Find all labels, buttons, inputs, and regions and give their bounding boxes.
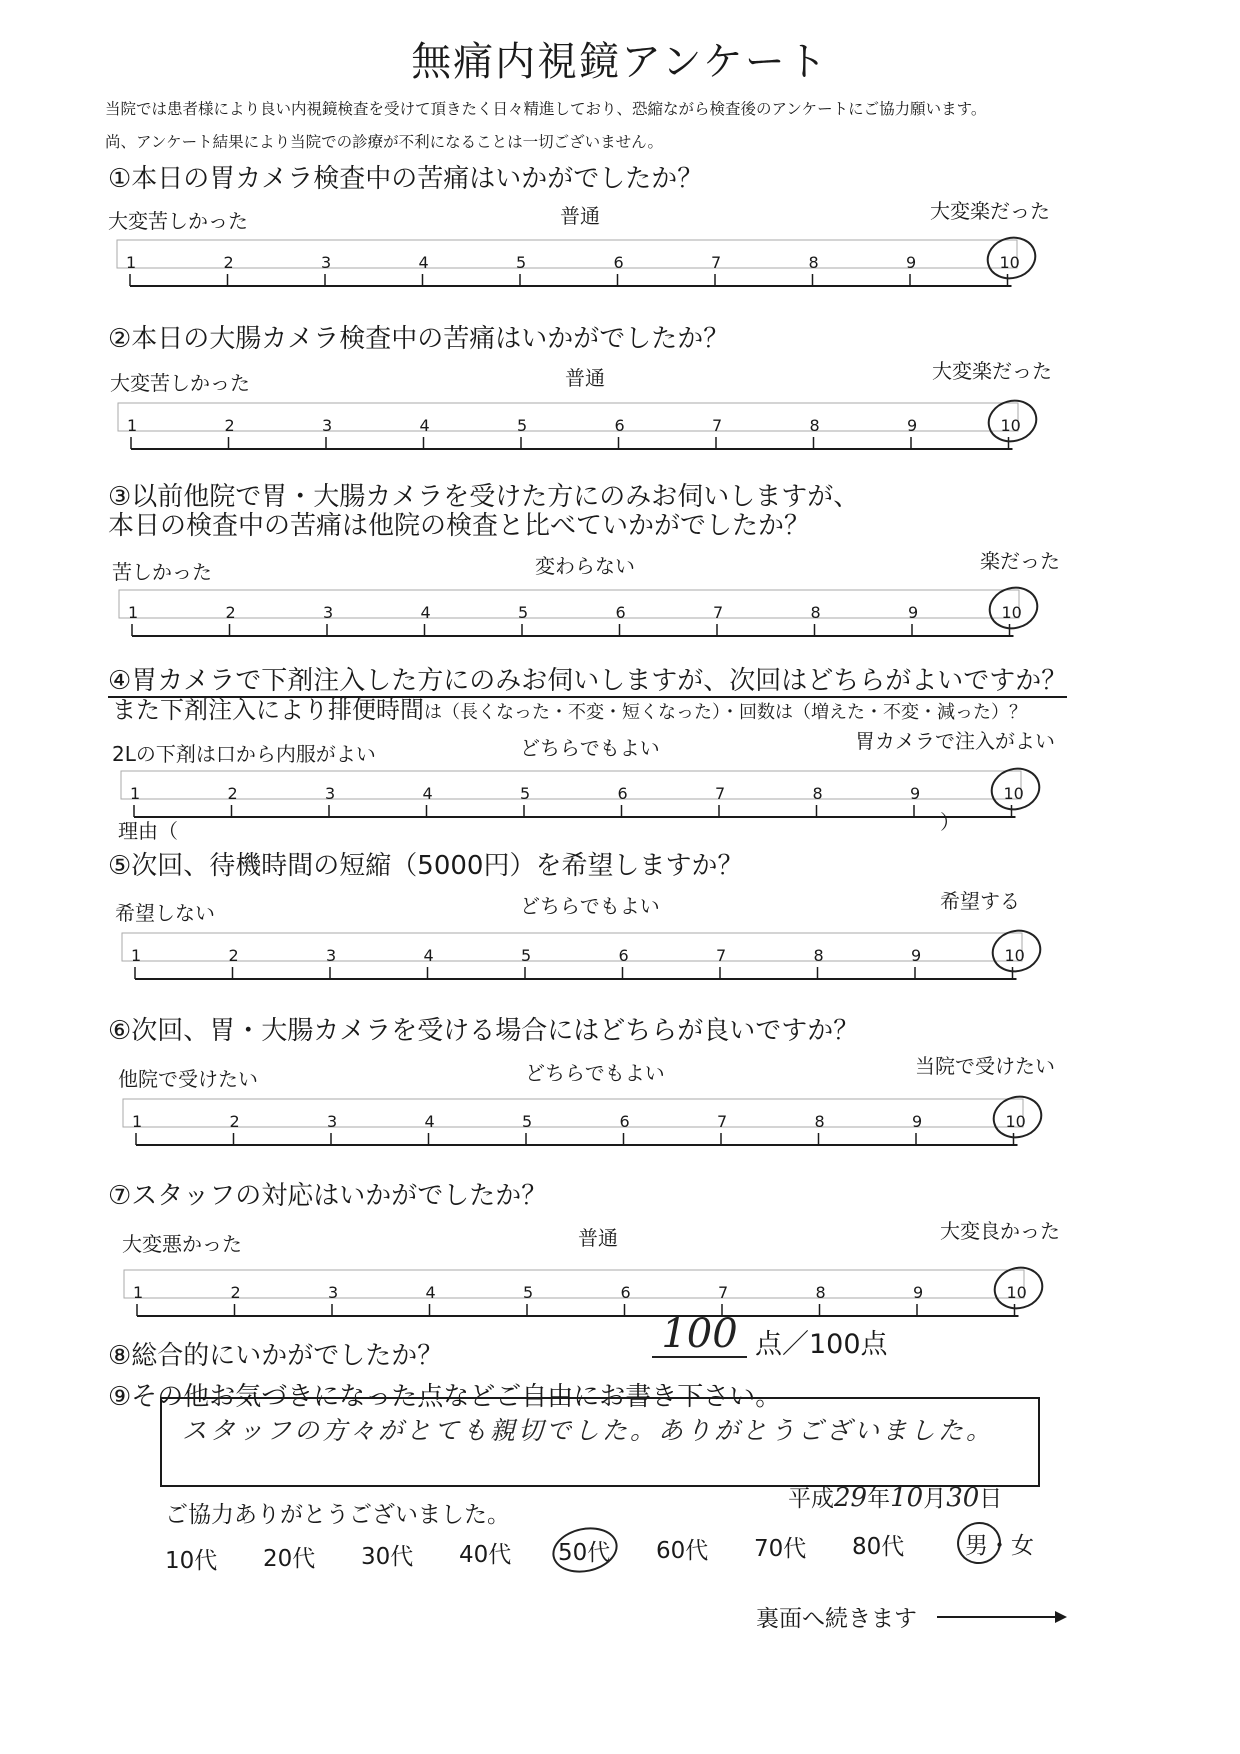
question-1-middle-anchor: 普通	[560, 204, 600, 228]
scale-label-7[interactable]: 7	[718, 1283, 729, 1302]
scale-label-6[interactable]: 6	[618, 946, 629, 965]
survey-title: 無痛内視鏡アンケート	[411, 39, 829, 85]
scale-label-7[interactable]: 7	[714, 784, 725, 803]
question-7-left-anchor: 大変悪かった	[122, 1232, 242, 1256]
question-3-right-anchor: 楽だった	[980, 549, 1060, 573]
date-month-label: 月	[923, 1486, 947, 1512]
question-8-title: ⑧総合的にいかがでしたか？	[108, 1341, 444, 1371]
question-5-right-anchor: 希望する	[940, 889, 1020, 913]
scale-label-9[interactable]: 9	[906, 253, 917, 272]
date-year: 29	[834, 1483, 868, 1513]
scale-label-4[interactable]: 4	[424, 1112, 435, 1131]
scale-label-2[interactable]: 2	[229, 1112, 240, 1131]
comment-text: スタッフの方々がとても親切でした。ありがとうございました。	[182, 1416, 995, 1445]
intro-line-1: 当院では患者様により良い内視鏡検査を受けて頂きたく日々精進しており、恐縮ながら検査後のアンケートにご協力願います。	[105, 100, 987, 118]
gender-male[interactable]: 男	[965, 1533, 988, 1559]
scale-label-9[interactable]: 9	[912, 1112, 923, 1131]
scale-label-8[interactable]: 8	[808, 253, 819, 272]
scale-label-5[interactable]: 5	[522, 1112, 533, 1131]
continue-note: 裏面へ続きます	[756, 1606, 917, 1632]
scale-label-2[interactable]: 2	[225, 603, 237, 622]
question-3-middle-anchor: 変わらない	[535, 554, 635, 578]
date-year-label: 年	[867, 1486, 891, 1512]
scale-label-1[interactable]: 1	[126, 253, 137, 272]
question-4-subtitle-b: は（長くなった・不変・短くなった）・回数	[424, 702, 775, 723]
scale-frame	[123, 1099, 1023, 1127]
scale-label-8[interactable]: 8	[813, 946, 824, 965]
scale-label-7[interactable]: 7	[717, 1112, 728, 1131]
scale-label-9[interactable]: 9	[907, 416, 918, 435]
question-3-left-anchor: 苦しかった	[112, 560, 212, 584]
question-4-title-text: ④胃カメラで下剤注入した方にのみお伺いしますが、次回はどちらがよいですか？	[108, 666, 1068, 696]
scale-frame	[119, 590, 1019, 618]
scale-frame	[117, 240, 1017, 268]
question-6-right-anchor: 当院で受けたい	[915, 1054, 1055, 1078]
comment-box[interactable]	[160, 1397, 1040, 1487]
scale-label-5[interactable]: 5	[517, 416, 528, 435]
age-selection-circle	[548, 1522, 622, 1579]
question-3-title-2: 本日の検査中の苦痛は他院の検査と比べていかがでしたか？	[108, 511, 811, 541]
scale-label-3[interactable]: 3	[321, 253, 332, 272]
thanks-message: ご協力ありがとうございました。	[165, 1502, 510, 1528]
continue-arrow-icon	[935, 1605, 1070, 1629]
question-4-reason-close: ）	[940, 810, 960, 834]
scale-label-6[interactable]: 6	[619, 1112, 630, 1131]
question-7-right-anchor: 大変良かった	[940, 1219, 1060, 1243]
rating-scale-svg[interactable]	[115, 234, 1055, 296]
scale-frame	[122, 933, 1022, 961]
question-2-title: ②本日の大腸カメラ検査中の苦痛はいかがでしたか？	[108, 324, 730, 354]
scale-label-5[interactable]: 5	[523, 1283, 534, 1302]
question-1-title: ①本日の胃カメラ検査中の苦痛はいかがでしたか？	[108, 164, 704, 194]
scale-label-8[interactable]: 8	[812, 784, 823, 803]
question-9-title: ⑨その他お気づきになった点などご自由にお書き下さい。	[108, 1382, 782, 1412]
question-7-middle-anchor: 普通	[578, 1226, 618, 1250]
date-field[interactable]	[788, 1480, 1002, 1513]
scale-label-2[interactable]: 2	[228, 946, 239, 965]
scale-label-1[interactable]: 1	[127, 416, 138, 435]
question-4-subtitle-a: また下剤注入により排便時間	[112, 696, 424, 724]
scale-label-5[interactable]: 5	[518, 603, 529, 622]
intro-line-2: 尚、アンケート結果により当院での診療が不利になることは一切ございません。	[105, 133, 664, 151]
question-7-title: ⑦スタッフの対応はいかがでしたか？	[108, 1181, 548, 1211]
question-3-title: ③以前他院で胃・大腸カメラを受けた方にのみお伺いしますが、	[108, 482, 860, 512]
scale-label-8[interactable]: 8	[810, 603, 822, 622]
question-4-subtitle	[112, 690, 1027, 725]
date-era: 平成	[788, 1486, 834, 1512]
scale-label-7[interactable]: 7	[711, 253, 722, 272]
question-1-right-anchor: 大変楽だった	[930, 199, 1050, 223]
scale-label-3[interactable]: 3	[325, 946, 336, 965]
scale-label-1[interactable]: 1	[132, 1112, 143, 1131]
age-option-10s[interactable]: 10代	[165, 1548, 218, 1574]
scale-label-4[interactable]: 4	[425, 1283, 436, 1302]
scale-label-8[interactable]: 8	[809, 416, 820, 435]
scale-label-3[interactable]: 3	[322, 416, 333, 435]
scale-label-1[interactable]: 1	[130, 946, 141, 965]
scale-frame	[118, 403, 1018, 431]
age-option-60s[interactable]: 60代	[656, 1538, 709, 1564]
date-day-label: 日	[979, 1486, 1003, 1512]
scale-label-3[interactable]: 3	[328, 1283, 339, 1302]
overall-score-suffix: 点／100点	[755, 1329, 888, 1360]
question-5-left-anchor: 希望しない	[115, 901, 215, 925]
date-day: 30	[946, 1483, 980, 1513]
question-4-left-anchor: 2Lの下剤は口から内服がよい	[112, 742, 376, 766]
scale-label-8[interactable]: 8	[815, 1283, 826, 1302]
scale-frame	[124, 1270, 1024, 1298]
question-6-title: ⑥次回、胃・大腸カメラを受ける場合にはどちらが良いですか？	[108, 1016, 860, 1046]
scale-label-6[interactable]: 6	[613, 253, 624, 272]
scale-label-9[interactable]: 9	[909, 784, 920, 803]
scale-label-4[interactable]: 4	[422, 784, 433, 803]
scale-label-2[interactable]: 2	[227, 784, 238, 803]
scale-label-5[interactable]: 5	[516, 253, 527, 272]
age-option-80s[interactable]: 80代	[852, 1534, 905, 1560]
scale-label-5[interactable]: 5	[520, 946, 531, 965]
scale-label-1[interactable]: 1	[133, 1283, 144, 1302]
scale-label-4[interactable]: 4	[423, 946, 434, 965]
age-option-30s[interactable]: 30代	[361, 1544, 414, 1570]
question-4-right-anchor: 胃カメラで注入がよい	[855, 729, 1055, 753]
scale-label-1[interactable]: 1	[128, 603, 139, 622]
age-option-70s[interactable]: 70代	[754, 1536, 807, 1562]
scale-label-3[interactable]: 3	[324, 784, 335, 803]
question-2-middle-anchor: 普通	[565, 366, 605, 390]
scale-label-4[interactable]: 4	[418, 253, 429, 272]
scale-label-10[interactable]: 10	[1006, 1283, 1028, 1302]
scale-label-5[interactable]: 5	[519, 784, 530, 803]
question-4-middle-anchor: どちらでもよい	[520, 736, 660, 760]
scale-label-6[interactable]: 6	[615, 603, 627, 622]
scale-label-3[interactable]: 3	[327, 1112, 338, 1131]
age-option-20s[interactable]: 20代	[263, 1546, 316, 1572]
question-2-right-anchor: 大変楽だった	[932, 359, 1052, 383]
scale-label-10[interactable]: 10	[1001, 603, 1023, 622]
scale-frame	[121, 771, 1021, 799]
scale-label-6[interactable]: 6	[620, 1283, 631, 1302]
scale-label-2[interactable]: 2	[230, 1283, 241, 1302]
question-2-left-anchor: 大変苦しかった	[110, 371, 250, 395]
scale-label-9[interactable]: 9	[913, 1283, 924, 1302]
scale-label-10[interactable]: 10	[1000, 416, 1022, 435]
question-6-left-anchor: 他院で受けたい	[118, 1067, 258, 1091]
date-month: 10	[890, 1483, 924, 1513]
scale-label-4[interactable]: 4	[420, 603, 432, 622]
question-4-reason-label: 理由（	[118, 819, 178, 843]
rating-scale-svg[interactable]	[121, 1093, 1061, 1155]
overall-score-input[interactable]: 100	[652, 1312, 747, 1358]
scale-label-10[interactable]: 10	[999, 253, 1020, 272]
age-options	[0, 1525, 1240, 1575]
question-5-title: ⑤次回、待機時間の短縮（5000円）を希望しますか？	[108, 851, 744, 881]
scale-label-3[interactable]: 3	[323, 603, 334, 622]
question-5-middle-anchor: どちらでもよい	[520, 894, 660, 918]
scale-label-2[interactable]: 2	[223, 253, 234, 272]
scale-label-9[interactable]: 9	[908, 603, 919, 622]
scale-label-6[interactable]: 6	[614, 416, 625, 435]
rating-scale-svg[interactable]	[122, 1264, 1062, 1326]
scale-label-6[interactable]: 6	[617, 784, 628, 803]
question-6-middle-anchor: どちらでもよい	[525, 1061, 665, 1085]
scale-label-2[interactable]: 2	[224, 416, 235, 435]
scale-label-7[interactable]: 7	[712, 416, 723, 435]
gender-female[interactable]: 女	[1011, 1533, 1034, 1559]
scale-label-7[interactable]: 7	[715, 946, 726, 965]
age-option-40s[interactable]: 40代	[459, 1542, 512, 1568]
scale-label-1[interactable]: 1	[129, 784, 140, 803]
rating-scale-svg[interactable]	[116, 397, 1056, 459]
scale-label-9[interactable]: 9	[910, 946, 921, 965]
rating-scale-svg[interactable]	[117, 584, 1057, 646]
scale-label-7[interactable]: 7	[713, 603, 724, 622]
rating-scale-svg[interactable]	[119, 765, 1059, 827]
scale-label-10[interactable]: 10	[1004, 946, 1025, 965]
scale-label-10[interactable]: 10	[1003, 784, 1024, 803]
scale-label-8[interactable]: 8	[814, 1112, 825, 1131]
scale-label-10[interactable]: 10	[1005, 1112, 1026, 1131]
age-option-50s[interactable]: 50代	[558, 1540, 611, 1566]
question-1-left-anchor: 大変苦しかった	[108, 209, 248, 233]
question-4-subtitle-c: は（増えた・不変・減った）？	[775, 702, 1027, 723]
gender-separator: ・	[988, 1533, 1011, 1559]
rating-scale-svg[interactable]	[120, 927, 1060, 989]
scale-label-4[interactable]: 4	[419, 416, 430, 435]
